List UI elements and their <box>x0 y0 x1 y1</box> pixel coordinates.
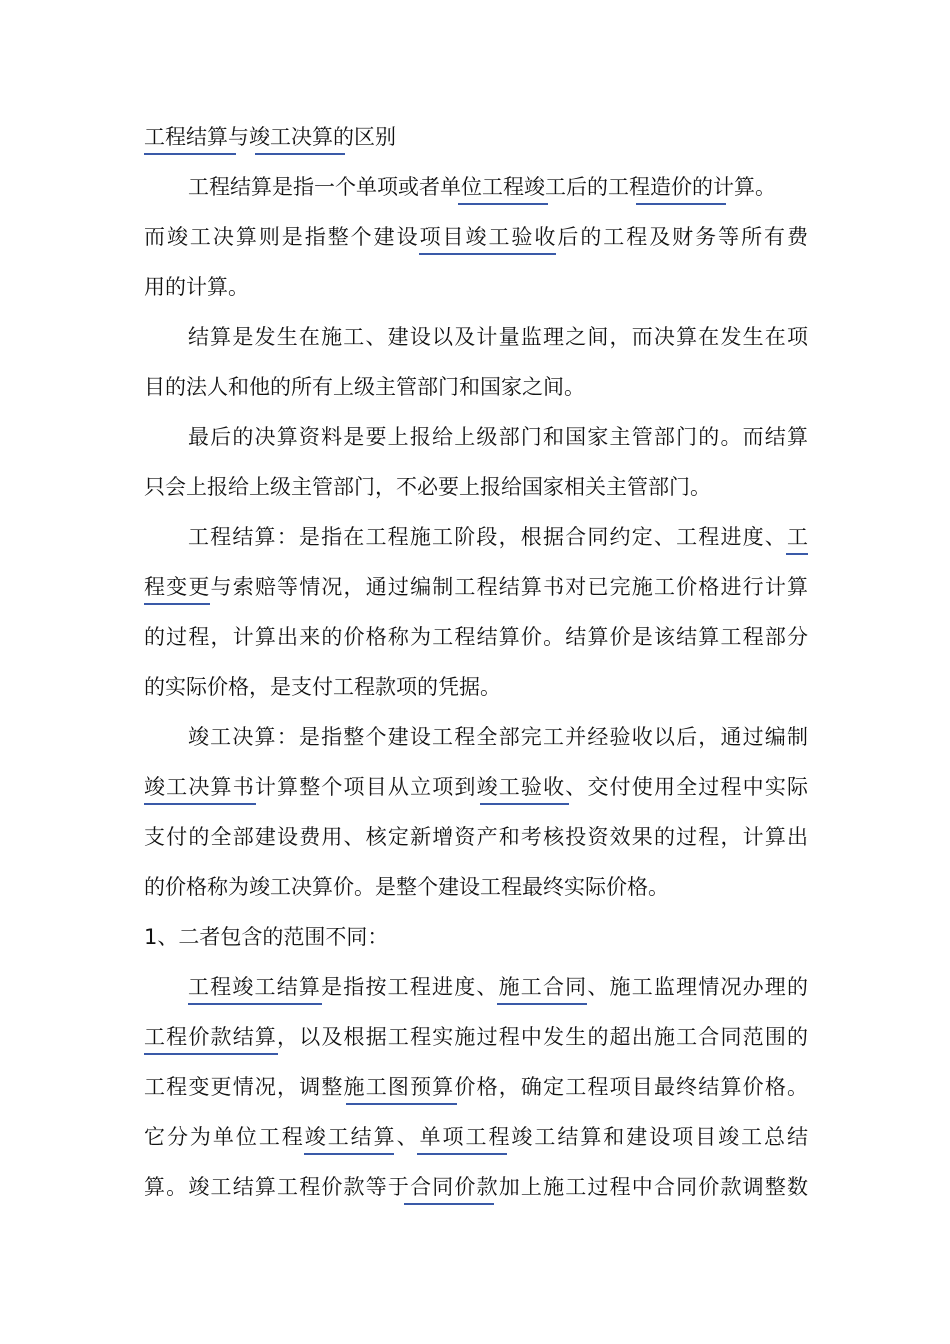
line-text: 而竣工决算则是指整个建设项目竣工验收后的工程及财务等所有费 <box>144 225 808 249</box>
line-text: 工程价款结算，以及根据工程实施过程中发生的超出施工合同范围的 <box>144 1025 808 1049</box>
document-title-text: 工程结算与竣工决算的区别 <box>144 125 396 149</box>
link-underline <box>497 1003 587 1005</box>
line-text: 的实际价格，是支付工程款项的凭据。 <box>144 675 501 699</box>
line-text: 工程竣工结算是指按工程进度、施工合同、施工监理情况办理的 <box>188 975 808 999</box>
paragraph-line <box>144 862 808 912</box>
link-underline <box>404 1203 494 1205</box>
line-text: 1、二者包含的范围不同： <box>144 925 389 949</box>
link-underline <box>144 153 236 155</box>
line-text: 只会上报给上级主管部门，不必要上报给国家相关主管部门。 <box>144 475 711 499</box>
paragraph-line <box>144 312 808 362</box>
paragraph-line <box>144 962 808 1012</box>
section-heading <box>144 912 808 962</box>
paragraph-line <box>144 1062 808 1112</box>
link-underline <box>419 253 556 255</box>
link-underline <box>304 1153 394 1155</box>
line-text: 算。竣工结算工程价款等于合同价款加上施工过程中合同价款调整数 <box>144 1175 808 1199</box>
link-underline <box>144 1053 278 1055</box>
line-text: 的价格称为竣工决算价。是整个建设工程最终实际价格。 <box>144 875 669 899</box>
document-page <box>144 112 808 1212</box>
paragraph-line <box>144 362 808 412</box>
line-text: 结算是发生在施工、建设以及计量监理之间，而决算在发生在项 <box>188 325 808 349</box>
link-underline <box>458 203 548 205</box>
paragraph-line <box>144 612 808 662</box>
paragraph-line <box>144 512 808 562</box>
line-text: 最后的决算资料是要上报给上级部门和国家主管部门的。而结算 <box>188 425 808 449</box>
link-underline <box>144 603 210 605</box>
document-title <box>144 112 808 162</box>
link-underline <box>255 153 345 155</box>
line-text: 竣工决算：是指整个建设工程全部完工并经验收以后，通过编制 <box>188 725 808 749</box>
paragraph-line <box>144 462 808 512</box>
paragraph-line <box>144 562 808 612</box>
line-text: 竣工决算书计算整个项目从立项到竣工验收、交付使用全过程中实际 <box>144 775 808 799</box>
paragraph-line <box>144 1012 808 1062</box>
line-text: 支付的全部建设费用、核定新增资产和考核投资效果的过程，计算出 <box>144 825 808 849</box>
paragraph-line <box>144 412 808 462</box>
link-underline <box>636 203 726 205</box>
link-underline <box>346 1103 457 1105</box>
line-text: 工程变更情况，调整施工图预算价格，确定工程项目最终结算价格。 <box>144 1075 808 1099</box>
link-underline <box>786 553 808 555</box>
paragraph-line <box>144 812 808 862</box>
line-text: 它分为单位工程竣工结算、单项工程竣工结算和建设项目竣工总结 <box>144 1125 808 1149</box>
paragraph-line <box>144 1162 808 1212</box>
line-text: 程变更与索赔等情况，通过编制工程结算书对已完施工价格进行计算 <box>144 575 808 599</box>
line-text: 的过程，计算出来的价格称为工程结算价。结算价是该结算工程部分 <box>144 625 808 649</box>
line-text: 工程结算是指一个单项或者单位工程竣工后的工程造价的计算。 <box>188 175 776 199</box>
link-underline <box>417 1153 507 1155</box>
paragraph-line <box>144 162 808 212</box>
line-text: 目的法人和他的所有上级主管部门和国家之间。 <box>144 375 585 399</box>
link-underline <box>480 803 569 805</box>
paragraph-line <box>144 662 808 712</box>
paragraph-line <box>144 762 808 812</box>
paragraph-line <box>144 262 808 312</box>
line-text: 用的计算。 <box>144 275 249 299</box>
link-underline <box>188 1003 322 1005</box>
paragraph-line <box>144 712 808 762</box>
paragraph-line <box>144 212 808 262</box>
link-underline <box>144 803 256 805</box>
paragraph-line <box>144 1112 808 1162</box>
line-text: 工程结算：是指在工程施工阶段，根据合同约定、工程进度、工 <box>188 525 808 549</box>
